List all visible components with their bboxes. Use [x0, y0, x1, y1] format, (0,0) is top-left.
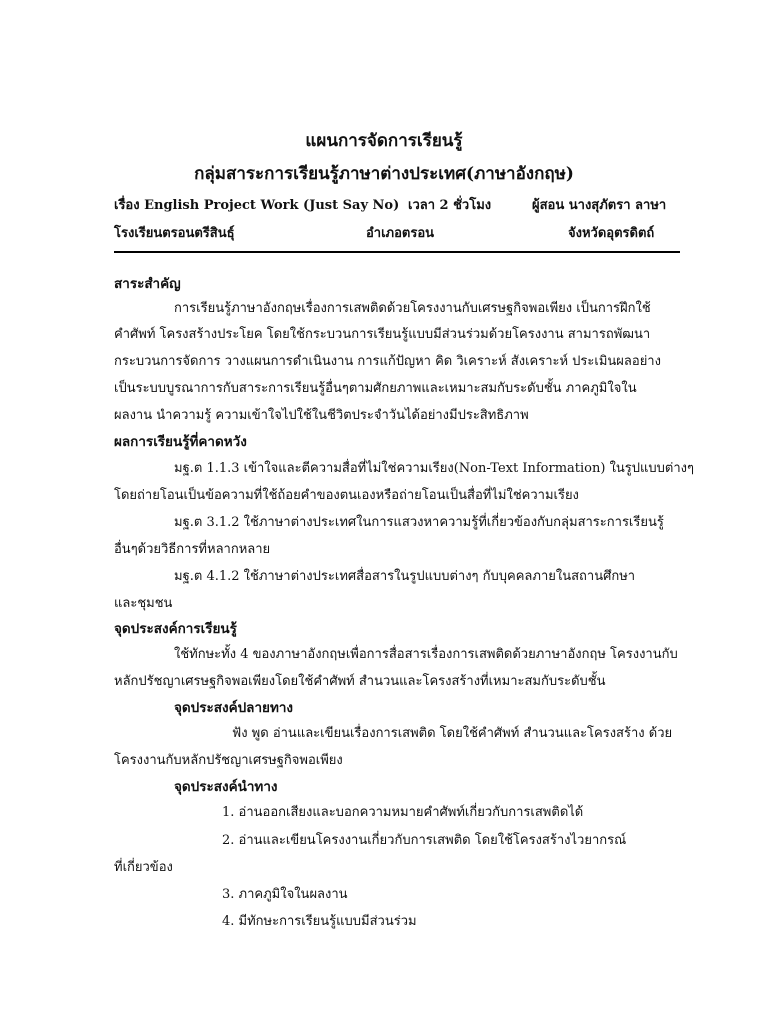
enabling-objective-item: 4. มีทักษะการเรียนรู้แบบมีส่วนร่วม	[222, 914, 417, 929]
outcome-line: โดยถ่ายโอนเป็นข้อความที่ใช้ถ้อยคำของตนเองหรือถ่ายโอนเป็นสื่อที่ไม่ใช่ความเรียง	[114, 488, 579, 503]
document-subtitle: กลุ่มสาระการเรียนรู้ภาษาต่างประเทศ(ภาษาอังกฤษ)	[194, 164, 574, 184]
enabling-objective-heading: จุดประสงค์นำทาง	[174, 779, 278, 795]
outcome-line: มฐ.ต 3.1.2 ใช้ภาษาต่างประเทศในการแสวงหาความรู้ที่เกี่ยวข้องกับกลุ่มสาระการเรียนรู้	[174, 515, 664, 530]
outcomes-heading: ผลการเรียนรู้ที่คาดหวัง	[114, 434, 247, 450]
header-divider	[114, 251, 680, 253]
terminal-objective-line: โครงงานกับหลักปรัชญาเศรษฐกิจพอเพียง	[114, 753, 343, 768]
outcome-line: อื่นๆด้วยวิธีการที่หลากหลาย	[114, 542, 271, 557]
objective-line: ใช้ทักษะทั้ง 4 ของภาษาอังกฤษเพื่อการสื่อสารเรื่องการเสพติดด้วยภาษาอังกฤษ โครงงานกับ	[174, 647, 678, 662]
enabling-objective-item: 3. ภาคภูมิใจในผลงาน	[222, 887, 348, 902]
outcome-line: มฐ.ต 4.1.2 ใช้ภาษาต่างประเทศสื่อสารในรูปแบบต่างๆ กับบุคคลภายในสถานศึกษา	[174, 569, 636, 584]
enabling-objective-item: ที่เกี่ยวข้อง	[114, 860, 173, 875]
outcome-line: และชุมชน	[114, 596, 173, 611]
lesson-teacher: ผู้สอน นางสุภัตรา ลาษา	[532, 198, 667, 213]
lesson-topic: เรื่อง English Project Work (Just Say No)	[114, 198, 400, 213]
essence-line: คำศัพท์ โครงสร้างประโยค โดยใช้กระบวนการเรียนรู้แบบมีส่วนร่วมด้วยโครงงาน สามารถพัฒนา	[114, 327, 651, 342]
lesson-time: เวลา 2 ชั่วโมง	[408, 198, 492, 213]
enabling-objective-item: 2. อ่านและเขียนโครงงานเกี่ยวกับการเสพติด โดยใช้โครงสร้างไวยากรณ์	[222, 833, 627, 848]
essence-line: เป็นระบบบูรณาการกับสาระการเรียนรู้อื่นๆตามศักยภาพและเหมาะสมกับระดับชั้น ภาคภูมิใจใน	[114, 381, 637, 396]
essence-line: ผลงาน นำความรู้ ความเข้าใจไปใช้ในชีวิตประจำวันได้อย่างมีประสิทธิภาพ	[114, 408, 529, 423]
document-title: แผนการจัดการเรียนรู้	[305, 131, 463, 151]
objectives-heading: จุดประสงค์การเรียนรู้	[114, 621, 237, 637]
terminal-objective-line: ฟัง พูด อ่านและเขียนเรื่องการเสพติด โดยใช้คำศัพท์ สำนวนและโครงสร้าง ด้วย	[232, 726, 673, 741]
district-name: อำเภอตรอน	[366, 226, 435, 241]
essence-heading: สาระสำคัญ	[114, 276, 181, 292]
terminal-objective-heading: จุดประสงค์ปลายทาง	[174, 700, 294, 716]
objective-line: หลักปรัชญาเศรษฐกิจพอเพียงโดยใช้คำศัพท์ สำนวนและโครงสร้างที่เหมาะสมกับระดับชั้น	[114, 674, 606, 689]
outcome-line: มฐ.ต 1.1.3 เข้าใจและตีความสื่อที่ไม่ใช่ความเรียง(Non-Text Information) ในรูปแบบต่างๆ	[174, 461, 694, 476]
essence-line: การเรียนรู้ภาษาอังกฤษเรื่องการเสพติดด้วยโครงงานกับเศรษฐกิจพอเพียง เป็นการฝึกใช้	[174, 301, 651, 316]
school-name: โรงเรียนตรอนตรีสินธุ์	[114, 226, 235, 241]
province-name: จังหวัดอุตรดิตถ์	[568, 226, 655, 241]
enabling-objective-item: 1. อ่านออกเสียงและบอกความหมายคำศัพท์เกี่ยวกับการเสพติดได้	[222, 805, 584, 820]
essence-line: กระบวนการจัดการ วางแผนการดำเนินงาน การแก้ปัญหา คิด วิเคราะห์ สังเคราะห์ ประเมินผลอย่าง	[114, 354, 661, 369]
